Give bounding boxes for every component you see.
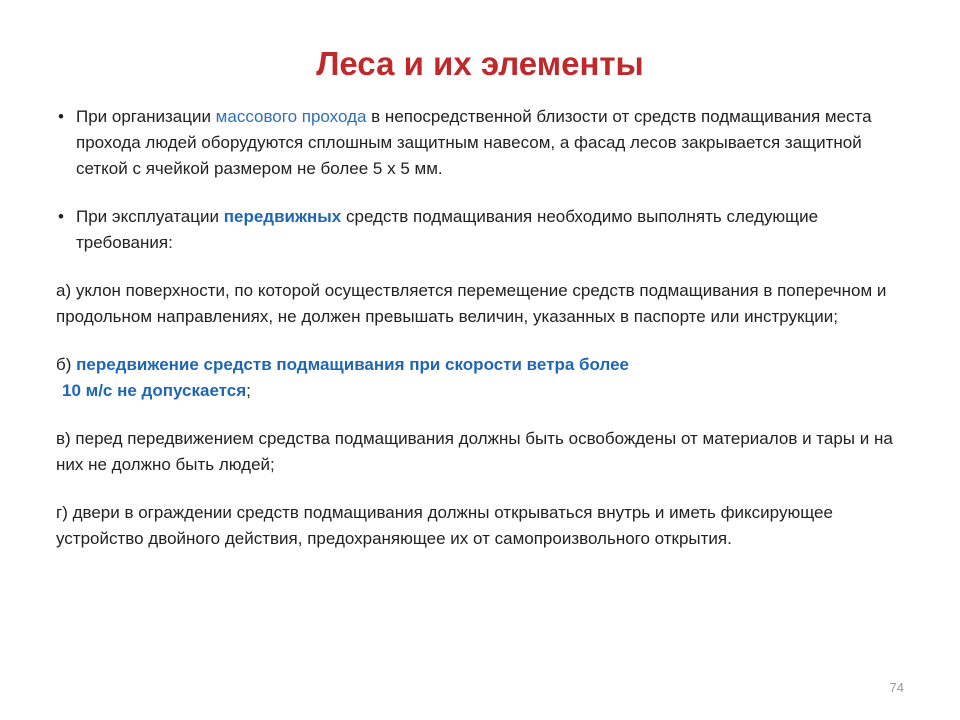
slide-title: Леса и их элементы: [316, 45, 644, 82]
page-number: 74: [889, 680, 904, 695]
slide-content: [56, 104, 916, 574]
bullet-text-after: в непосредственной близости от средств подмащивания места прохода людей оборудуются сплошным защитным навесом, а фасад лесов закрывается защитной сеткой с ячейкой размером не более 5 х 5 мм.: [76, 107, 872, 178]
bullet-text-before: При организации: [76, 107, 216, 126]
bullet-item-mass-passage: [56, 104, 916, 182]
requirement-d: г) двери в ограждении средств подмащивания должны открываться внутрь и иметь фиксирующее устройство двойного действия, предохраняющее их от самопроизвольного открытия.: [56, 503, 833, 548]
requirement-c: в) перед передвижением средства подмащивания должны быть освобождены от материалов и тары и на них не должно быть людей;: [56, 429, 893, 474]
requirement-a: а) уклон поверхности, по которой осуществляется перемещение средств подмащивания в поперечном и продольном направлениях, не должен превышать величин, указанных в паспорте или инструкции;: [56, 281, 887, 326]
requirement-b-highlight-line1: передвижение средств подмащивания при скорости ветра более: [76, 355, 629, 374]
bullet-text-before: При эксплуатации: [76, 207, 224, 226]
requirement-b-highlight-line2: 10 м/с не допускается: [62, 381, 247, 400]
bullet-highlight: передвижных: [223, 207, 342, 226]
requirement-b-prefix: б): [56, 355, 77, 374]
bullet-text-after: средств подмащивания необходимо выполнять следующие требования:: [76, 207, 819, 252]
requirement-b-suffix: ;: [246, 381, 251, 400]
bullet-dot: •: [58, 107, 64, 126]
bullet-item-mobile-scaffold: [56, 204, 916, 256]
bullet-highlight: массового прохода: [215, 107, 367, 126]
bullet-dot: •: [58, 207, 64, 226]
requirement-b: [56, 352, 916, 404]
